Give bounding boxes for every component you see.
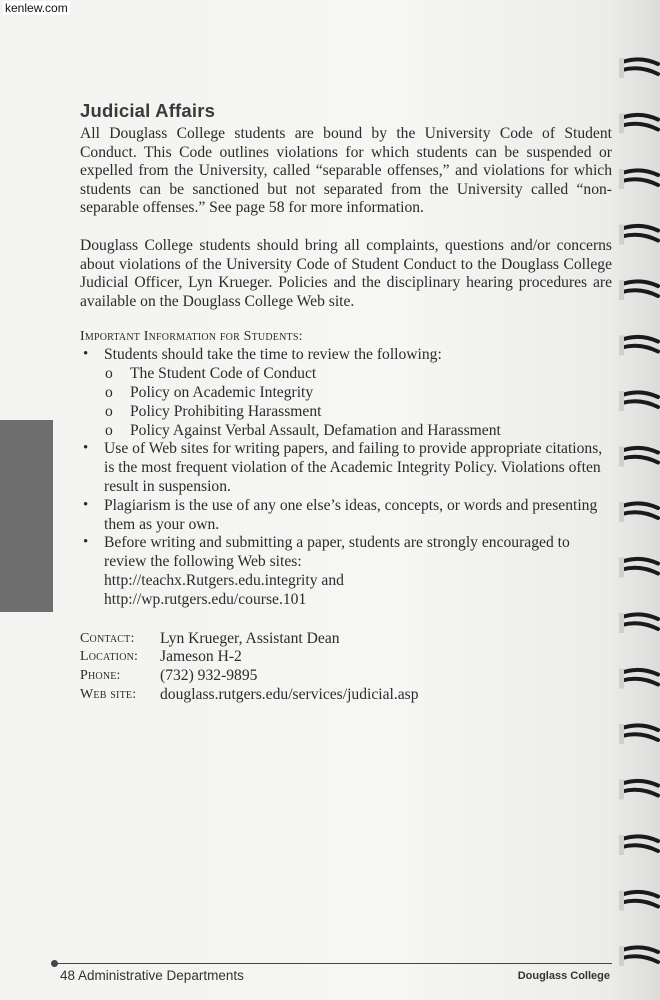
important-info-heading: Important Information for Students: — [80, 329, 303, 345]
course-link[interactable]: http://wp.rutgers.edu/course.101 — [104, 590, 307, 608]
phone-value: (732) 932-9895 — [160, 667, 258, 685]
circle-bullet-icon: o — [105, 402, 113, 420]
spiral-ring — [622, 614, 658, 629]
spiral-hole — [619, 946, 624, 966]
spiral-binding-icon — [618, 0, 660, 1000]
spiral-hole — [619, 724, 624, 744]
spiral-ring — [622, 448, 658, 463]
watermark: kenlew.com — [5, 1, 68, 15]
paragraph-complaints: Douglass College students should bring all complaints, questions and/or concerns about violations of the University Code of Student Conduct to the Douglass College Judicial Officer, Lyn Krueger. Policies and the disciplinary hearing procedures are available on the Douglass College Web site. — [80, 236, 612, 310]
integrity-link[interactable]: http://teachx.Rutgers.edu.integrity and — [104, 571, 344, 589]
spiral-ring — [622, 670, 658, 685]
spiral-ring — [622, 226, 658, 241]
sub-list-item-text: Policy Prohibiting Harassment — [130, 402, 322, 420]
page-title: Judicial Affairs — [80, 100, 216, 121]
spiral-hole — [619, 891, 624, 911]
footer-page-label: 48 Administrative Departments — [60, 968, 244, 983]
web-site-row — [80, 686, 612, 705]
location-value: Jameson H-2 — [160, 648, 242, 666]
spiral-hole — [619, 502, 624, 522]
web-site-link[interactable]: douglass.rutgers.edu/services/judicial.asp — [160, 685, 419, 703]
sub-list-item — [104, 403, 612, 422]
bullet-icon: • — [83, 496, 89, 513]
list-item-text: Plagiarism is the use of any one else’s ideas, concepts, or words and presenting them as your own. — [104, 496, 598, 533]
spiral-ring — [622, 781, 658, 796]
location-label: Location: — [80, 649, 139, 665]
spiral-ring — [622, 59, 658, 74]
spiral-ring — [622, 559, 658, 574]
contact-value: Lyn Krueger, Assistant Dean — [160, 629, 340, 647]
spiral-ring — [622, 281, 658, 296]
paragraph-code-of-conduct: All Douglass College students are bound by the University Code of Student Conduct. This Code outlines violations for which students can be suspended or expelled from the University, called “separable offenses,” and violations for which students can be sanctioned but not separated from the University called “non-separable offenses.” See page 58 for more information. — [80, 125, 612, 217]
spiral-hole — [619, 391, 624, 411]
contact-row — [80, 630, 612, 649]
spiral-hole — [619, 780, 624, 800]
spiral-ring — [622, 115, 658, 130]
circle-bullet-icon: o — [105, 383, 113, 401]
spiral-hole — [619, 225, 624, 245]
list-item — [80, 440, 612, 496]
spiral-hole — [619, 613, 624, 633]
spiral-hole — [619, 58, 624, 78]
spiral-hole — [619, 336, 624, 356]
spiral-hole — [619, 114, 624, 134]
phone-label: Phone: — [80, 668, 121, 684]
contact-block — [80, 630, 612, 705]
main-content — [80, 100, 612, 705]
spiral-ring — [622, 892, 658, 907]
list-item — [80, 534, 612, 609]
spiral-ring — [622, 337, 658, 352]
spiral-hole — [619, 835, 624, 855]
phone-row — [80, 667, 612, 686]
spiral-hole — [619, 447, 624, 467]
spiral-ring — [622, 392, 658, 407]
sub-list-item — [104, 365, 612, 384]
spiral-hole — [619, 169, 624, 189]
review-sublist — [104, 365, 612, 440]
contact-label: Contact: — [80, 630, 135, 646]
footer-college-name: Douglass College — [517, 970, 610, 982]
sub-list-item-text: Policy Against Verbal Assault, Defamation and Harassment — [130, 421, 501, 439]
sub-list-item-text: Policy on Academic Integrity — [130, 383, 314, 401]
spiral-hole — [619, 280, 624, 300]
list-item-text: Students should take the time to review the following: — [104, 346, 442, 364]
sub-list-item-text: The Student Code of Conduct — [130, 365, 317, 383]
spiral-ring — [622, 170, 658, 185]
spiral-ring — [622, 725, 658, 740]
sub-list-item — [104, 422, 612, 441]
list-item — [80, 346, 612, 440]
list-item — [80, 497, 612, 535]
list-item-text: Before writing and submitting a paper, students are strongly encouraged to review the following Web sites: — [104, 534, 570, 571]
circle-bullet-icon: o — [105, 421, 113, 439]
footer-rule — [54, 963, 612, 964]
bullet-icon: • — [83, 440, 89, 457]
circle-bullet-icon: o — [105, 365, 113, 383]
web-site-label: Web site: — [80, 686, 137, 702]
spiral-hole — [619, 669, 624, 689]
list-item-text: Use of Web sites for writing papers, and failing to provide appropriate citations, is the most frequent violation of the Academic Integrity Policy. Violations often result in suspension. — [104, 440, 603, 495]
spiral-ring — [622, 836, 658, 851]
sub-list-item — [104, 384, 612, 403]
bullet-icon: • — [83, 346, 89, 363]
location-row — [80, 648, 612, 667]
bullet-icon: • — [83, 534, 89, 551]
spiral-hole — [619, 558, 624, 578]
spiral-ring — [622, 947, 658, 962]
section-side-tab — [0, 420, 53, 612]
important-info-list — [80, 346, 612, 609]
spiral-ring — [622, 503, 658, 518]
